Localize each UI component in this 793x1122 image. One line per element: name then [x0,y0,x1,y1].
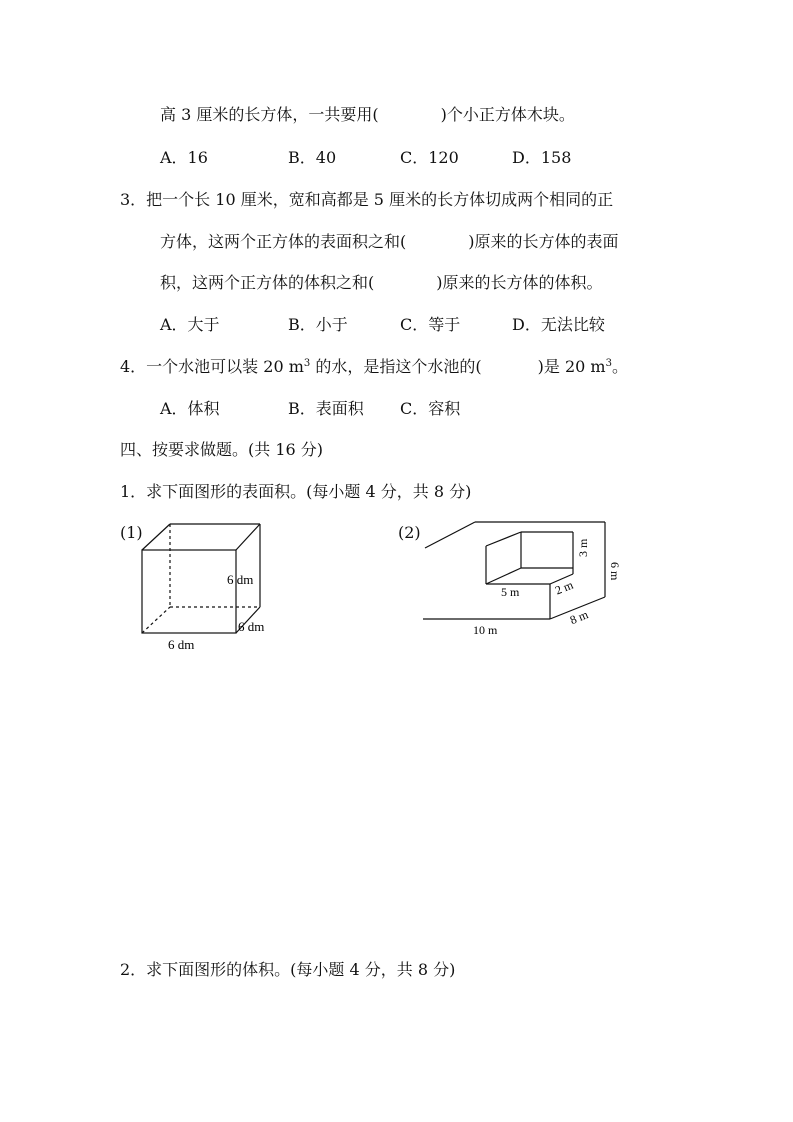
q2-text-before: 高 3 厘米的长方体，一共要用( [160,105,379,124]
section4-title: 四、按要求做题。(共 16 分) [120,440,324,459]
q2-text-after: )个小正方体木块。 [440,105,575,124]
q4-part4: 。 [611,357,628,376]
section4-q2-title: 2．求下面图形的体积。(每小题 4 分，共 8 分) [120,960,456,979]
figure1-depth-label: 6 dm [238,619,265,634]
figure1-height-label: 6 dm [227,572,254,587]
figure2-label: (2) [398,523,421,542]
q3-option-a: A．大于 [160,315,220,334]
cube-edge [236,524,260,550]
q4-part1: 4．一个水池可以装 20 m [120,357,304,376]
q3-option-b: B．小于 [288,315,348,334]
figure2-5m-label: 5 m [501,585,520,599]
cube-edge [142,524,170,550]
prism-edge [486,568,521,584]
q3-option-d: D．无法比较 [512,315,605,334]
q2-option-c: C．120 [400,148,459,167]
q4-sup1: 3 [303,358,311,369]
figure2-10m-label: 10 m [473,623,498,637]
q3-option-c: C．等于 [400,315,461,334]
figure1-width-label: 6 dm [168,637,195,652]
prism-edge [486,532,521,546]
figure2-prism-diagram [415,512,640,642]
figure2-3m-label: 3 m [576,538,590,557]
q3-line2-before: 方体，这两个正方体的表面积之和( [160,232,407,251]
cube-hidden-edge [142,607,170,633]
q2-option-d: D．158 [512,148,572,167]
figure1-cube-diagram [120,515,290,655]
q4-option-c: C．容积 [400,399,461,418]
q4-line [120,357,628,377]
q2-continuation-line [160,105,575,125]
q4-part2: 的水，是指这个水池的( [310,357,482,376]
q3-line1: 3．把一个长 10 厘米，宽和高都是 5 厘米的长方体切成两个相同的正 [120,190,614,209]
figure1-label: (1) [120,523,143,542]
figure2-8m-label: 8 m [567,607,591,628]
q4-option-b: B．表面积 [288,399,364,418]
q4-option-a: A．体积 [160,399,220,418]
section4-q1-title: 1．求下面图形的表面积。(每小题 4 分，共 8 分) [120,482,472,501]
q2-option-a: A．16 [160,148,208,167]
q3-line3-after: )原来的长方体的体积。 [436,273,603,292]
q3-line2-after: )原来的长方体的表面 [468,232,619,251]
figure2-6m-label: 6 m [608,562,622,581]
q2-option-b: B．40 [288,148,337,167]
q4-part3: )是 20 m [537,357,606,376]
prism-edge [425,522,475,548]
q3-line2 [160,232,619,252]
figure2-2m-label: 2 m [552,577,576,598]
q4-sup2: 3 [605,358,612,369]
q3-line3-before: 积，这两个正方体的体积之和( [160,273,375,292]
q3-line3 [160,273,603,293]
